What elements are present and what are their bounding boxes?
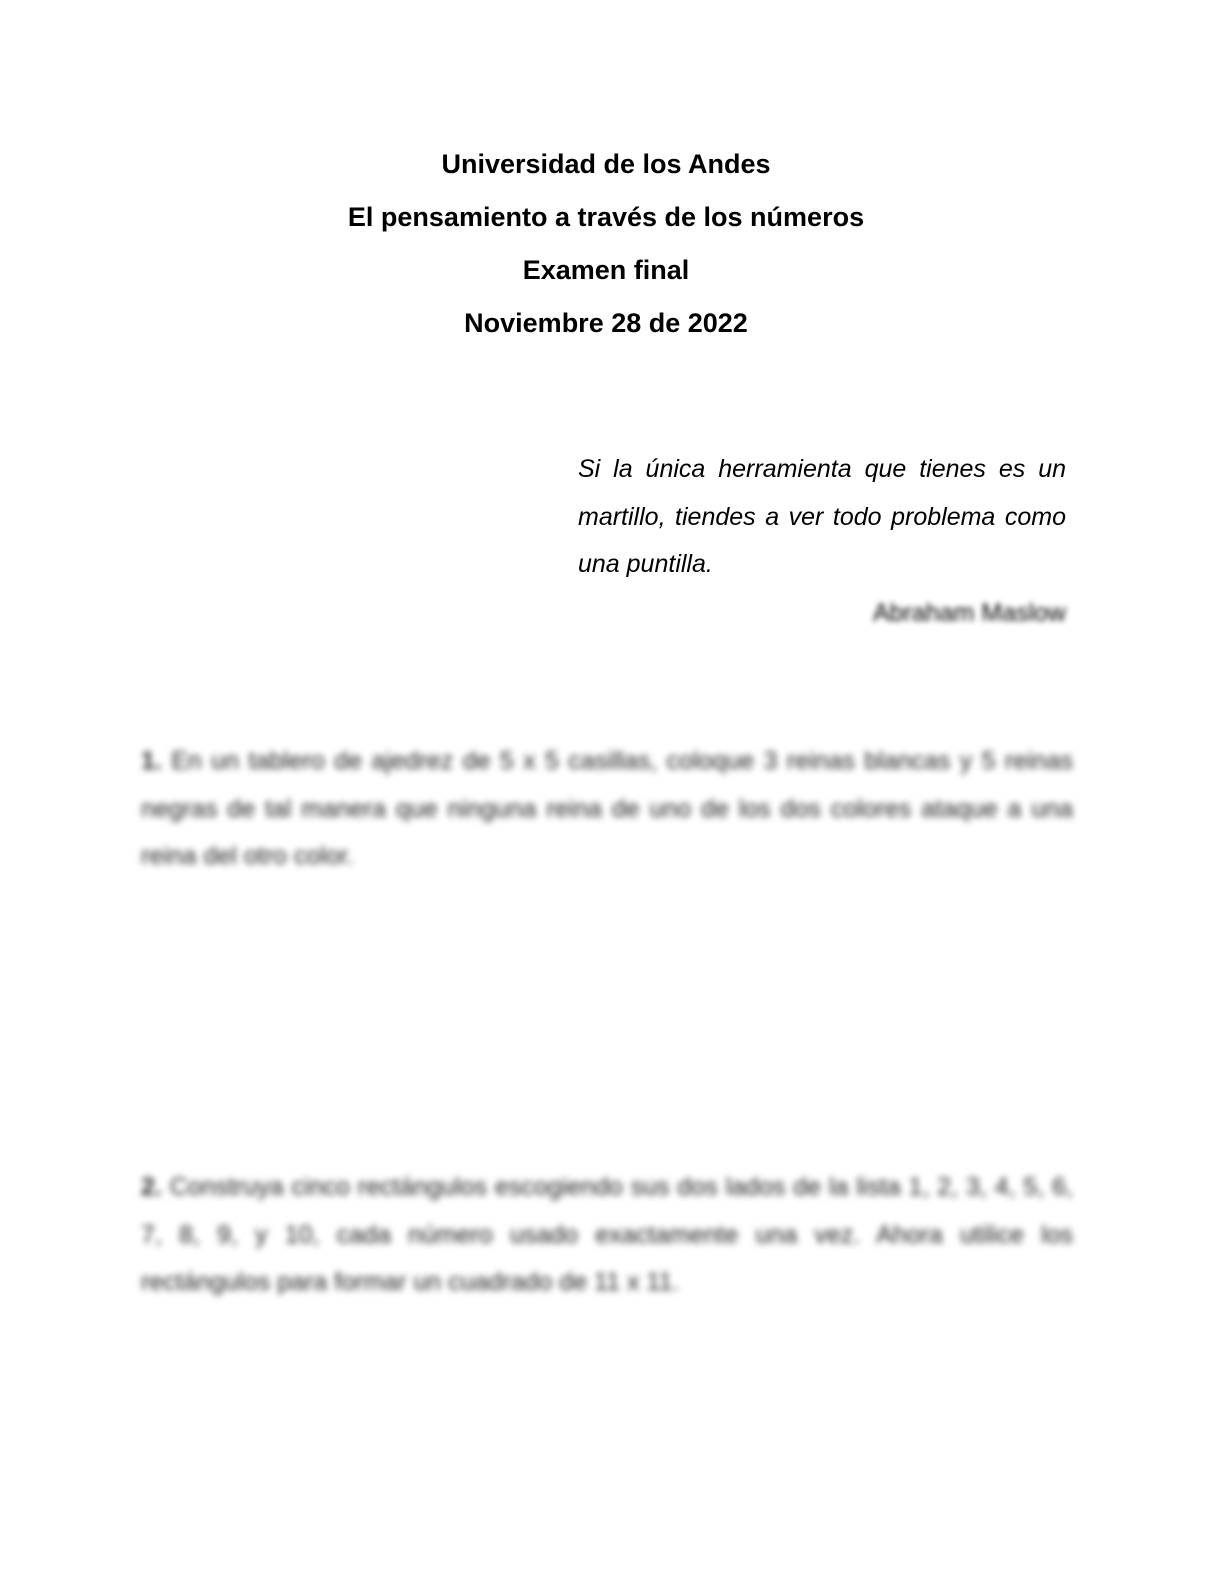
problem-2-number: 2. [141, 1173, 162, 1201]
institution-title: Universidad de los Andes [441, 149, 771, 179]
epigraph-quote: Si la única herramienta que tienes es un martillo, tiendes a ver todo problema como una puntilla. [578, 455, 1066, 578]
exam-header [0, 138, 1212, 350]
problem-2 [141, 1164, 1073, 1307]
problem-1-text: En un tablero de ajedrez de 5 x 5 casillas, coloque 3 reinas blancas y 5 reinas negras de tal manera que ninguna reina de uno de los dos colores ataque a una reina del otro color. [141, 747, 1073, 870]
course-title: El pensamiento a través de los números [347, 202, 865, 232]
exam-date: Noviembre 28 de 2022 [464, 308, 748, 338]
epigraph-author: Abraham Maslow [872, 599, 1066, 627]
problem-1 [141, 738, 1073, 881]
epigraph [578, 446, 1066, 589]
exam-title: Examen final [522, 255, 690, 285]
problem-2-text: Construya cinco rectángulos escogiendo sus dos lados de la lista 1, 2, 3, 4, 5, 6, 7, 8, 9, y 10, cada número usado exactamente una vez. Ahora utilice los rectángulos para formar un cuadrado de 11 x 11. [141, 1173, 1073, 1296]
problem-1-number: 1. [141, 747, 162, 775]
